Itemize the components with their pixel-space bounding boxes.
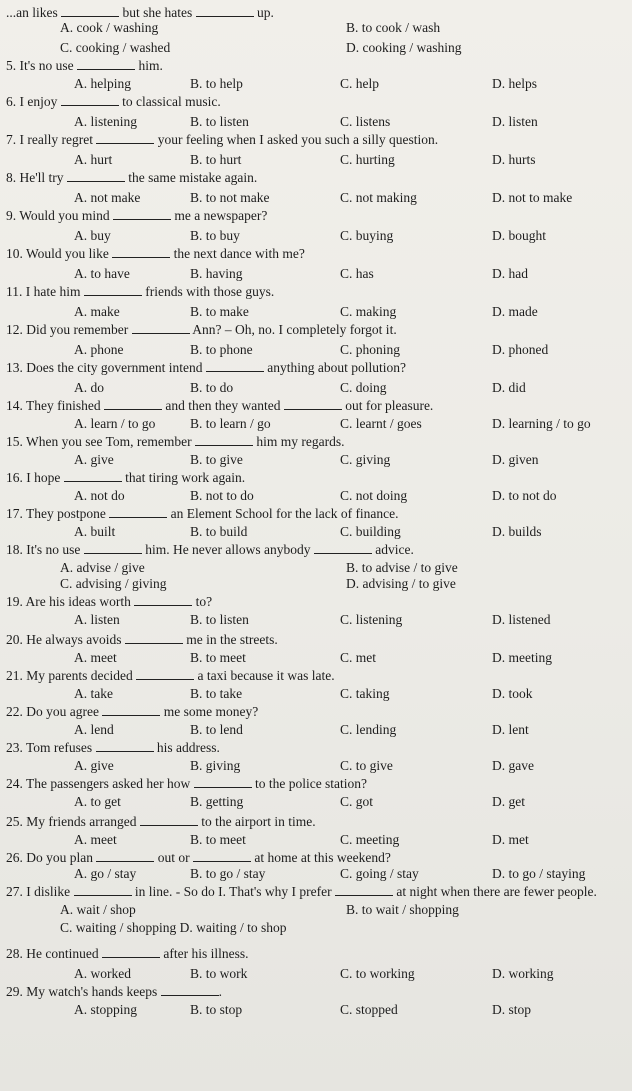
question-stem: 15. When you see Tom, remember him my regards. (6, 434, 345, 449)
answer-option[interactable]: A. go / stay (74, 866, 137, 881)
answer-option[interactable]: D. listen (492, 114, 538, 129)
answer-option[interactable]: C. listening (340, 612, 403, 627)
answer-option[interactable]: B. to make (190, 304, 249, 319)
answer-option[interactable]: B. to buy (190, 228, 240, 243)
answer-option[interactable]: D. bought (492, 228, 546, 243)
answer-option[interactable]: D. advising / to give (346, 576, 456, 591)
answer-option[interactable]: C. going / stay (340, 866, 419, 881)
answer-option[interactable]: B. to take (190, 686, 243, 701)
answer-option[interactable]: D. hurts (492, 152, 536, 167)
question-stem: 21. My parents decided a taxi because it was late. (6, 668, 335, 683)
answer-option[interactable]: B. to build (190, 524, 248, 539)
answer-blank[interactable] (96, 132, 154, 144)
answer-option[interactable]: C. giving (340, 452, 391, 467)
answer-option[interactable]: A. advise / give (60, 560, 145, 575)
answer-option[interactable]: B. to learn / go (190, 416, 271, 431)
question-stem: 28. He continued after his illness. (6, 946, 249, 961)
answer-option[interactable]: A. listen (74, 612, 120, 627)
question-stem: 8. He'll try the same mistake again. (6, 170, 258, 185)
answer-blank[interactable] (113, 208, 171, 220)
answer-option[interactable]: D. to not do (492, 488, 557, 503)
question-stem: 16. I hope that tiring work again. (6, 470, 246, 485)
answer-blank[interactable] (193, 850, 251, 862)
question-stem: 5. It's no use him. (6, 58, 163, 73)
answer-option[interactable]: A. wait / shop (60, 902, 136, 917)
answer-blank[interactable] (102, 946, 160, 958)
question-stem: 19. Are his ideas worth to? (6, 594, 213, 609)
question-stem: 7. I really regret your feeling when I asked you such a silly question. (6, 132, 439, 147)
answer-option[interactable]: C. help (340, 76, 379, 91)
answer-option[interactable]: B. to listen (190, 114, 249, 129)
answer-option[interactable]: C. waiting / shopping D. waiting / to shop (60, 920, 287, 935)
answer-blank[interactable] (206, 360, 264, 372)
question-stem: 10. Would you like the next dance with me? (6, 246, 305, 261)
answer-blank[interactable] (112, 246, 170, 258)
answer-blank[interactable] (77, 58, 135, 70)
question-stem: 23. Tom refuses his address. (6, 740, 220, 755)
question-stem: 12. Did you remember Ann? – Oh, no. I completely forgot it. (6, 322, 397, 337)
answer-option[interactable]: D. had (492, 266, 528, 281)
answer-option[interactable]: C. got (340, 794, 374, 809)
question-stem: 22. Do you agree me some money? (6, 704, 259, 719)
answer-option[interactable]: A. do (74, 380, 104, 395)
answer-option[interactable]: A. take (74, 686, 113, 701)
answer-option[interactable]: A. not do (74, 488, 125, 503)
answer-option[interactable]: A. worked (74, 966, 131, 981)
answer-option[interactable]: D. took (492, 686, 533, 701)
answer-option[interactable]: D. listened (492, 612, 551, 627)
answer-blank[interactable] (161, 984, 219, 996)
answer-option[interactable]: D. did (492, 380, 526, 395)
answer-option[interactable]: D. stop (492, 1002, 532, 1017)
answer-option[interactable]: C. taking (340, 686, 390, 701)
question-stem: 13. Does the city government intend anything about pollution? (6, 360, 406, 375)
answer-option[interactable]: A. built (74, 524, 116, 539)
answer-blank[interactable] (67, 170, 125, 182)
answer-option[interactable]: C. to working (340, 966, 415, 981)
answer-option[interactable]: D. meeting (492, 650, 552, 665)
answer-option[interactable]: C. learnt / goes (340, 416, 422, 431)
answer-blank[interactable] (104, 398, 162, 410)
answer-option[interactable]: D. builds (492, 524, 542, 539)
answer-blank[interactable] (102, 704, 160, 716)
answer-option[interactable]: C. doing (340, 380, 387, 395)
question-stem: 14. They finished and then they wanted out for pleasure. (6, 398, 434, 413)
answer-option[interactable]: A. buy (74, 228, 111, 243)
answer-option[interactable]: B. to meet (190, 832, 246, 847)
answer-option[interactable]: C. building (340, 524, 401, 539)
answer-option[interactable]: D. helps (492, 76, 537, 91)
question-stem: 11. I hate him friends with those guys. (6, 284, 275, 299)
answer-option[interactable]: C. listens (340, 114, 391, 129)
answer-option[interactable]: B. having (190, 266, 243, 281)
answer-blank[interactable] (109, 506, 167, 518)
answer-blank[interactable] (194, 776, 252, 788)
answer-option[interactable]: A. listening (74, 114, 137, 129)
answer-blank[interactable] (61, 5, 119, 17)
question-stem: 29. My watch's hands keeps . (6, 984, 223, 999)
answer-option[interactable]: A. to get (74, 794, 121, 809)
answer-option[interactable]: B. to cook / wash (346, 20, 441, 35)
answer-option[interactable]: B. to go / stay (190, 866, 266, 881)
answer-option[interactable]: D. met (492, 832, 529, 847)
answer-blank[interactable] (314, 542, 372, 554)
answer-option[interactable]: A. give (74, 452, 114, 467)
answer-option[interactable]: D. working (492, 966, 554, 981)
question-stem: 9. Would you mind me a newspaper? (6, 208, 268, 223)
answer-blank[interactable] (140, 814, 198, 826)
answer-option[interactable]: D. learning / to go (492, 416, 591, 431)
question-stem: 20. He always avoids me in the streets. (6, 632, 278, 647)
answer-option[interactable]: A. make (74, 304, 120, 319)
answer-option[interactable]: A. lend (74, 722, 114, 737)
question-stem: 6. I enjoy to classical music. (6, 94, 221, 109)
answer-option[interactable]: B. to work (190, 966, 248, 981)
answer-option[interactable]: A. not make (74, 190, 141, 205)
answer-option[interactable]: C. not making (340, 190, 417, 205)
answer-option[interactable]: C. lending (340, 722, 397, 737)
answer-option[interactable]: C. not doing (340, 488, 408, 503)
answer-option[interactable]: C. advising / giving (60, 576, 167, 591)
answer-option[interactable]: A. meet (74, 650, 117, 665)
answer-option[interactable]: D. get (492, 794, 525, 809)
answer-option[interactable]: D. gave (492, 758, 534, 773)
answer-option[interactable]: C. phoning (340, 342, 401, 357)
answer-option[interactable]: D. given (492, 452, 539, 467)
answer-blank[interactable] (195, 434, 253, 446)
answer-option[interactable]: B. to give (190, 452, 243, 467)
answer-blank[interactable] (132, 322, 190, 334)
answer-blank[interactable] (84, 284, 142, 296)
answer-option[interactable]: B. to lend (190, 722, 243, 737)
answer-option[interactable]: B. to phone (190, 342, 253, 357)
answer-blank[interactable] (284, 398, 342, 410)
question-stem: 18. It's no use him. He never allows anybody advice. (6, 542, 414, 557)
answer-option[interactable]: D. cooking / washing (346, 40, 462, 55)
answer-option[interactable]: B. not to do (190, 488, 254, 503)
answer-option[interactable]: C. buying (340, 228, 394, 243)
answer-blank[interactable] (196, 5, 254, 17)
answer-option[interactable]: C. met (340, 650, 376, 665)
answer-option[interactable]: B. to hurt (190, 152, 242, 167)
answer-option[interactable]: C. hurting (340, 152, 395, 167)
answer-option[interactable]: A. to have (74, 266, 130, 281)
answer-option[interactable]: A. helping (74, 76, 131, 91)
answer-option[interactable]: B. to not make (190, 190, 270, 205)
answer-blank[interactable] (61, 94, 119, 106)
question-stem: ...an likes but she hates up. (6, 5, 274, 20)
answer-option[interactable]: A. stopping (74, 1002, 138, 1017)
answer-option[interactable]: B. to advise / to give (346, 560, 458, 575)
answer-blank[interactable] (96, 850, 154, 862)
answer-option[interactable]: A. hurt (74, 152, 113, 167)
question-stem: 17. They postpone an Element School for the lack of finance. (6, 506, 399, 521)
answer-blank[interactable] (96, 740, 154, 752)
answer-option[interactable]: A. cook / washing (60, 20, 159, 35)
answer-option[interactable]: B. getting (190, 794, 244, 809)
answer-option[interactable]: A. meet (74, 832, 117, 847)
answer-option[interactable]: B. giving (190, 758, 241, 773)
answer-option[interactable]: C. cooking / washed (60, 40, 171, 55)
answer-blank[interactable] (84, 542, 142, 554)
answer-blank[interactable] (134, 594, 192, 606)
question-stem: 25. My friends arranged to the airport in time. (6, 814, 316, 829)
answer-option[interactable]: B. to listen (190, 612, 249, 627)
answer-option[interactable]: B. to stop (190, 1002, 243, 1017)
answer-option[interactable]: C. stopped (340, 1002, 398, 1017)
answer-option[interactable]: B. to help (190, 76, 243, 91)
answer-option[interactable]: C. to give (340, 758, 393, 773)
question-stem: 27. I dislike in line. - So do I. That's why I prefer at night when there are fewer people. (6, 884, 597, 899)
question-stem: 26. Do you plan out or at home at this weekend? (6, 850, 391, 865)
answer-option[interactable]: D. not to make (492, 190, 573, 205)
answer-option[interactable]: C. meeting (340, 832, 400, 847)
answer-blank[interactable] (136, 668, 194, 680)
answer-option[interactable]: B. to wait / shopping (346, 902, 459, 917)
answer-blank[interactable] (74, 884, 132, 896)
answer-option[interactable]: B. to meet (190, 650, 246, 665)
answer-option[interactable]: C. has (340, 266, 374, 281)
answer-option[interactable]: D. phoned (492, 342, 549, 357)
answer-option[interactable]: B. to do (190, 380, 234, 395)
answer-blank[interactable] (335, 884, 393, 896)
answer-option[interactable]: D. made (492, 304, 538, 319)
answer-blank[interactable] (64, 470, 122, 482)
answer-option[interactable]: A. learn / to go (74, 416, 156, 431)
answer-option[interactable]: D. lent (492, 722, 529, 737)
answer-option[interactable]: C. making (340, 304, 397, 319)
answer-option[interactable]: A. give (74, 758, 114, 773)
answer-option[interactable]: A. phone (74, 342, 124, 357)
answer-option[interactable]: D. to go / staying (492, 866, 586, 881)
answer-blank[interactable] (125, 632, 183, 644)
question-stem: 24. The passengers asked her how to the police station? (6, 776, 368, 791)
